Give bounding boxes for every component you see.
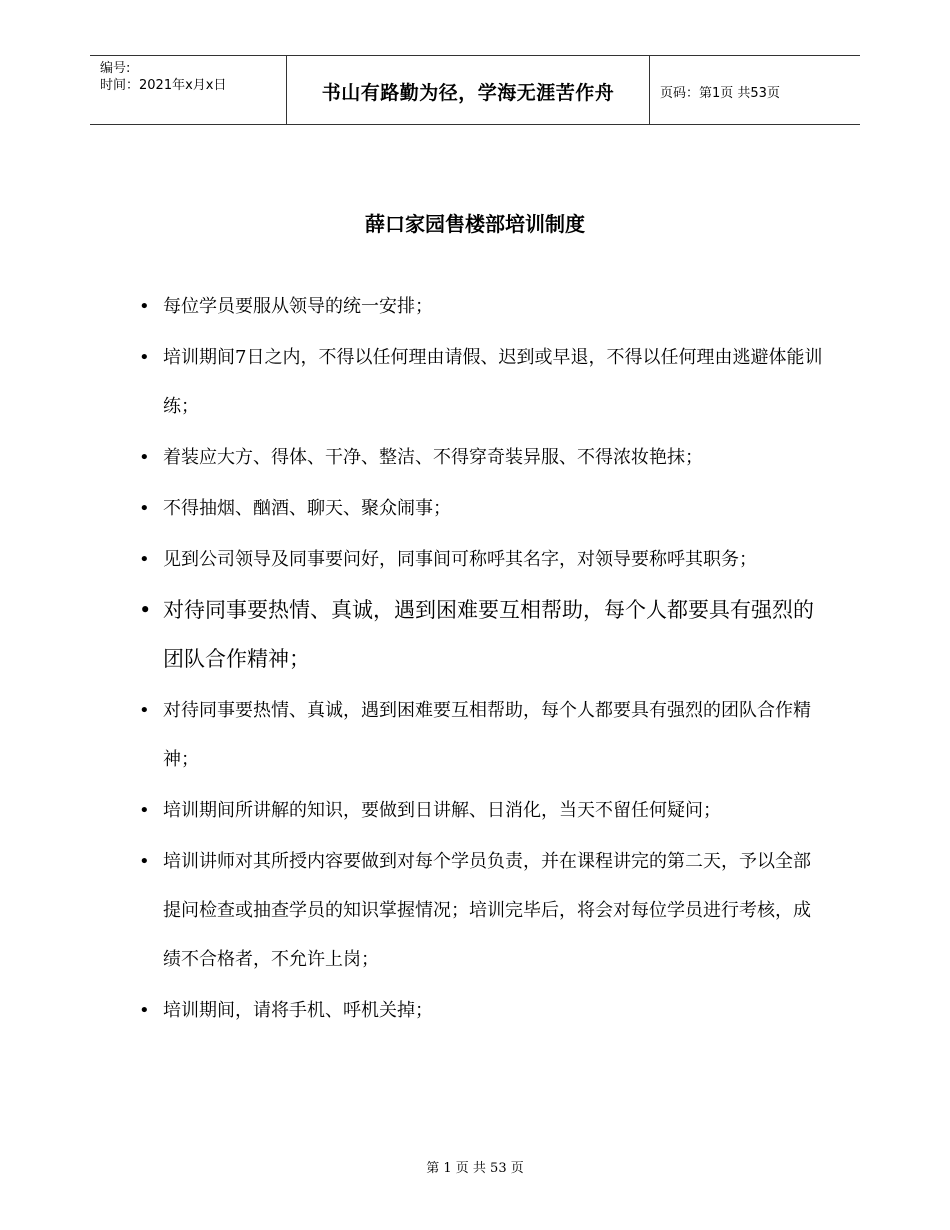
rule-item: [133, 786, 823, 835]
document-date-label: 时间：2021年x月x日: [100, 78, 227, 93]
page-footer: 第 1 页 共 53 页: [426, 1161, 524, 1176]
rule-text: 对待同事要热情、真诚，遇到困难要互相帮助，每个人都要具有强烈的团队合作精神；: [163, 598, 814, 671]
rule-item: [133, 837, 823, 984]
rule-text: 培训讲师对其所授内容要做到对每个学员负责，并在课程讲完的第二天，予以全部提问检查或抽查学员的知识掌握情况；培训完毕后，将会对每位学员进行考核，成绩不合格者，不允许上岗；: [163, 851, 811, 970]
rule-text: 着装应大方、得体、干净、整洁、不得穿奇装异服、不得浓妆艳抹；: [163, 447, 703, 468]
bullet-icon: •: [139, 347, 150, 368]
rule-item: [133, 986, 823, 1035]
document-title: 薛口家园售楼部培训制度: [365, 212, 585, 236]
bullet-icon: •: [139, 700, 150, 721]
rule-text: 培训期间，请将手机、呼机关掉；: [163, 1000, 433, 1021]
rule-item: [133, 433, 823, 482]
header-meta-cell: [90, 56, 287, 124]
header-page-cell: [650, 56, 860, 124]
bullet-icon: •: [139, 296, 150, 317]
bullet-icon: •: [139, 800, 150, 821]
bullet-icon: •: [139, 549, 150, 570]
bullet-icon: •: [139, 598, 152, 622]
rule-item: [133, 535, 823, 584]
header-motto-cell: [287, 56, 650, 124]
rule-text: 每位学员要服从领导的统一安排；: [163, 296, 433, 317]
header-motto: 书山有路勤为径，学海无涯苦作舟: [321, 82, 615, 104]
rule-text: 对待同事要热情、真诚，遇到困难要互相帮助，每个人都要具有强烈的团队合作精神；: [163, 700, 811, 770]
rule-item: [133, 484, 823, 533]
rule-item: [133, 282, 823, 331]
bullet-icon: •: [139, 851, 150, 872]
rule-text: 不得抽烟、酗酒、聊天、聚众闹事；: [163, 498, 451, 519]
rules-list: [133, 282, 823, 1037]
rule-text: 培训期间7日之内，不得以任何理由请假、迟到或早退，不得以任何理由逃避体能训练；: [163, 347, 823, 417]
rule-item: [133, 686, 823, 784]
rule-text: 培训期间所讲解的知识，要做到日讲解、日消化，当天不留任何疑问；: [163, 800, 721, 821]
bullet-icon: •: [139, 1000, 150, 1021]
bullet-icon: •: [139, 447, 150, 468]
rule-text: 见到公司领导及同事要问好，同事间可称呼其名字，对领导要称呼其职务；: [163, 549, 757, 570]
header-page-info: 页码：第1页 共53页: [660, 86, 780, 101]
page-header: [90, 55, 860, 125]
document-number-label: 编号:: [100, 61, 131, 76]
rule-item: [133, 586, 823, 684]
rule-item: [133, 333, 823, 431]
bullet-icon: •: [139, 498, 150, 519]
